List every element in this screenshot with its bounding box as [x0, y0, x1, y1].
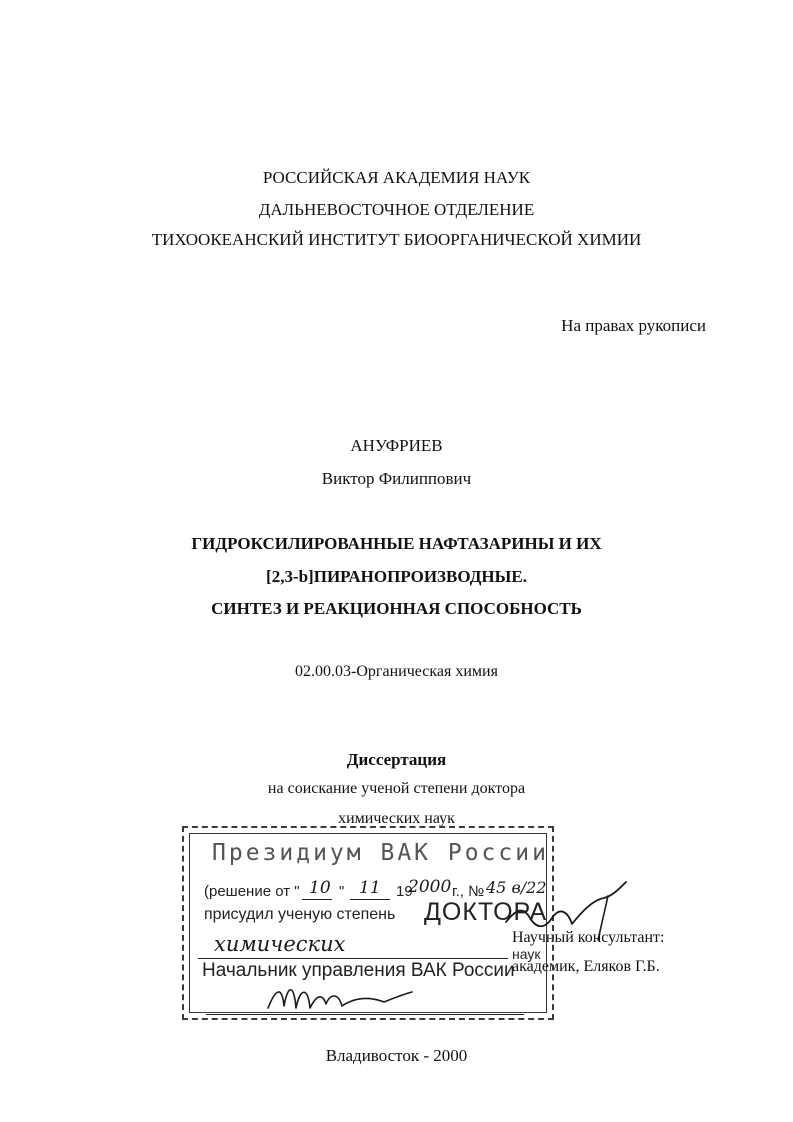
stamp-year-prefix: 19 — [396, 883, 413, 900]
stamp-header: Президиум ВАК России — [212, 840, 549, 866]
advisor-signature — [500, 878, 640, 948]
stamp-number: 45 в/22 — [486, 878, 547, 897]
author-name: Виктор Филиппович — [321, 469, 472, 488]
stamp-year-suffix: г., № — [452, 883, 485, 900]
head-signature — [264, 978, 414, 1018]
stamp-degree: ДОКТОРА — [424, 898, 548, 926]
stamp-awarded: присудил ученую степень — [204, 906, 396, 923]
title-line-1: ГИДРОКСИЛИРОВАННЫЕ НАФТАЗАРИНЫ И ИХ — [191, 534, 602, 553]
stamp-sciences: наук — [512, 946, 541, 962]
author-surname: АНУФРИЕВ — [350, 436, 443, 455]
stamp-field: химических — [214, 932, 346, 956]
title-line-3: СИНТЕЗ И РЕАКЦИОННАЯ СПОСОБНОСТЬ — [211, 599, 582, 618]
stamp-field-underline — [198, 958, 508, 959]
org-line-1: РОССИЙСКАЯ АКАДЕМИЯ НАУК — [262, 168, 531, 187]
advisor-name: академик, Еляков Г.Б. — [512, 958, 660, 975]
stamp-month-underline — [350, 899, 390, 900]
dissertation-line-1: на соискание ученой степени доктора — [267, 780, 526, 797]
specialty: 02.00.03-Органическая химия — [295, 663, 498, 680]
rights-note: На правах рукописи — [561, 316, 706, 335]
stamp-day-underline — [302, 899, 332, 900]
footer-city-year: Владивосток - 2000 — [325, 1046, 468, 1065]
org-line-2: ДАЛЬНЕВОСТОЧНОЕ ОТДЕЛЕНИЕ — [258, 200, 535, 219]
stamp-head: Начальник управления ВАК России — [202, 960, 515, 981]
dissertation-line-2: химических наук — [338, 810, 455, 827]
org-line-3: ТИХООКЕАНСКИЙ ИНСТИТУТ БИООРГАНИЧЕСКОЙ ХИМИИ — [151, 230, 642, 249]
vak-stamp — [182, 826, 554, 1020]
stamp-day: 10 — [309, 878, 331, 898]
title-line-2: [2,3-b]ПИРАНОПРОИЗВОДНЫЕ. — [266, 567, 527, 586]
stamp-quote-mid: " — [339, 883, 345, 900]
stamp-year: 2000 — [408, 877, 452, 897]
stamp-month: 11 — [359, 878, 381, 898]
stamp-decision-prefix: (решение от " — [204, 883, 300, 900]
advisor-label: Научный консультант: — [512, 929, 665, 946]
dissertation-label: Диссертация — [346, 750, 447, 769]
